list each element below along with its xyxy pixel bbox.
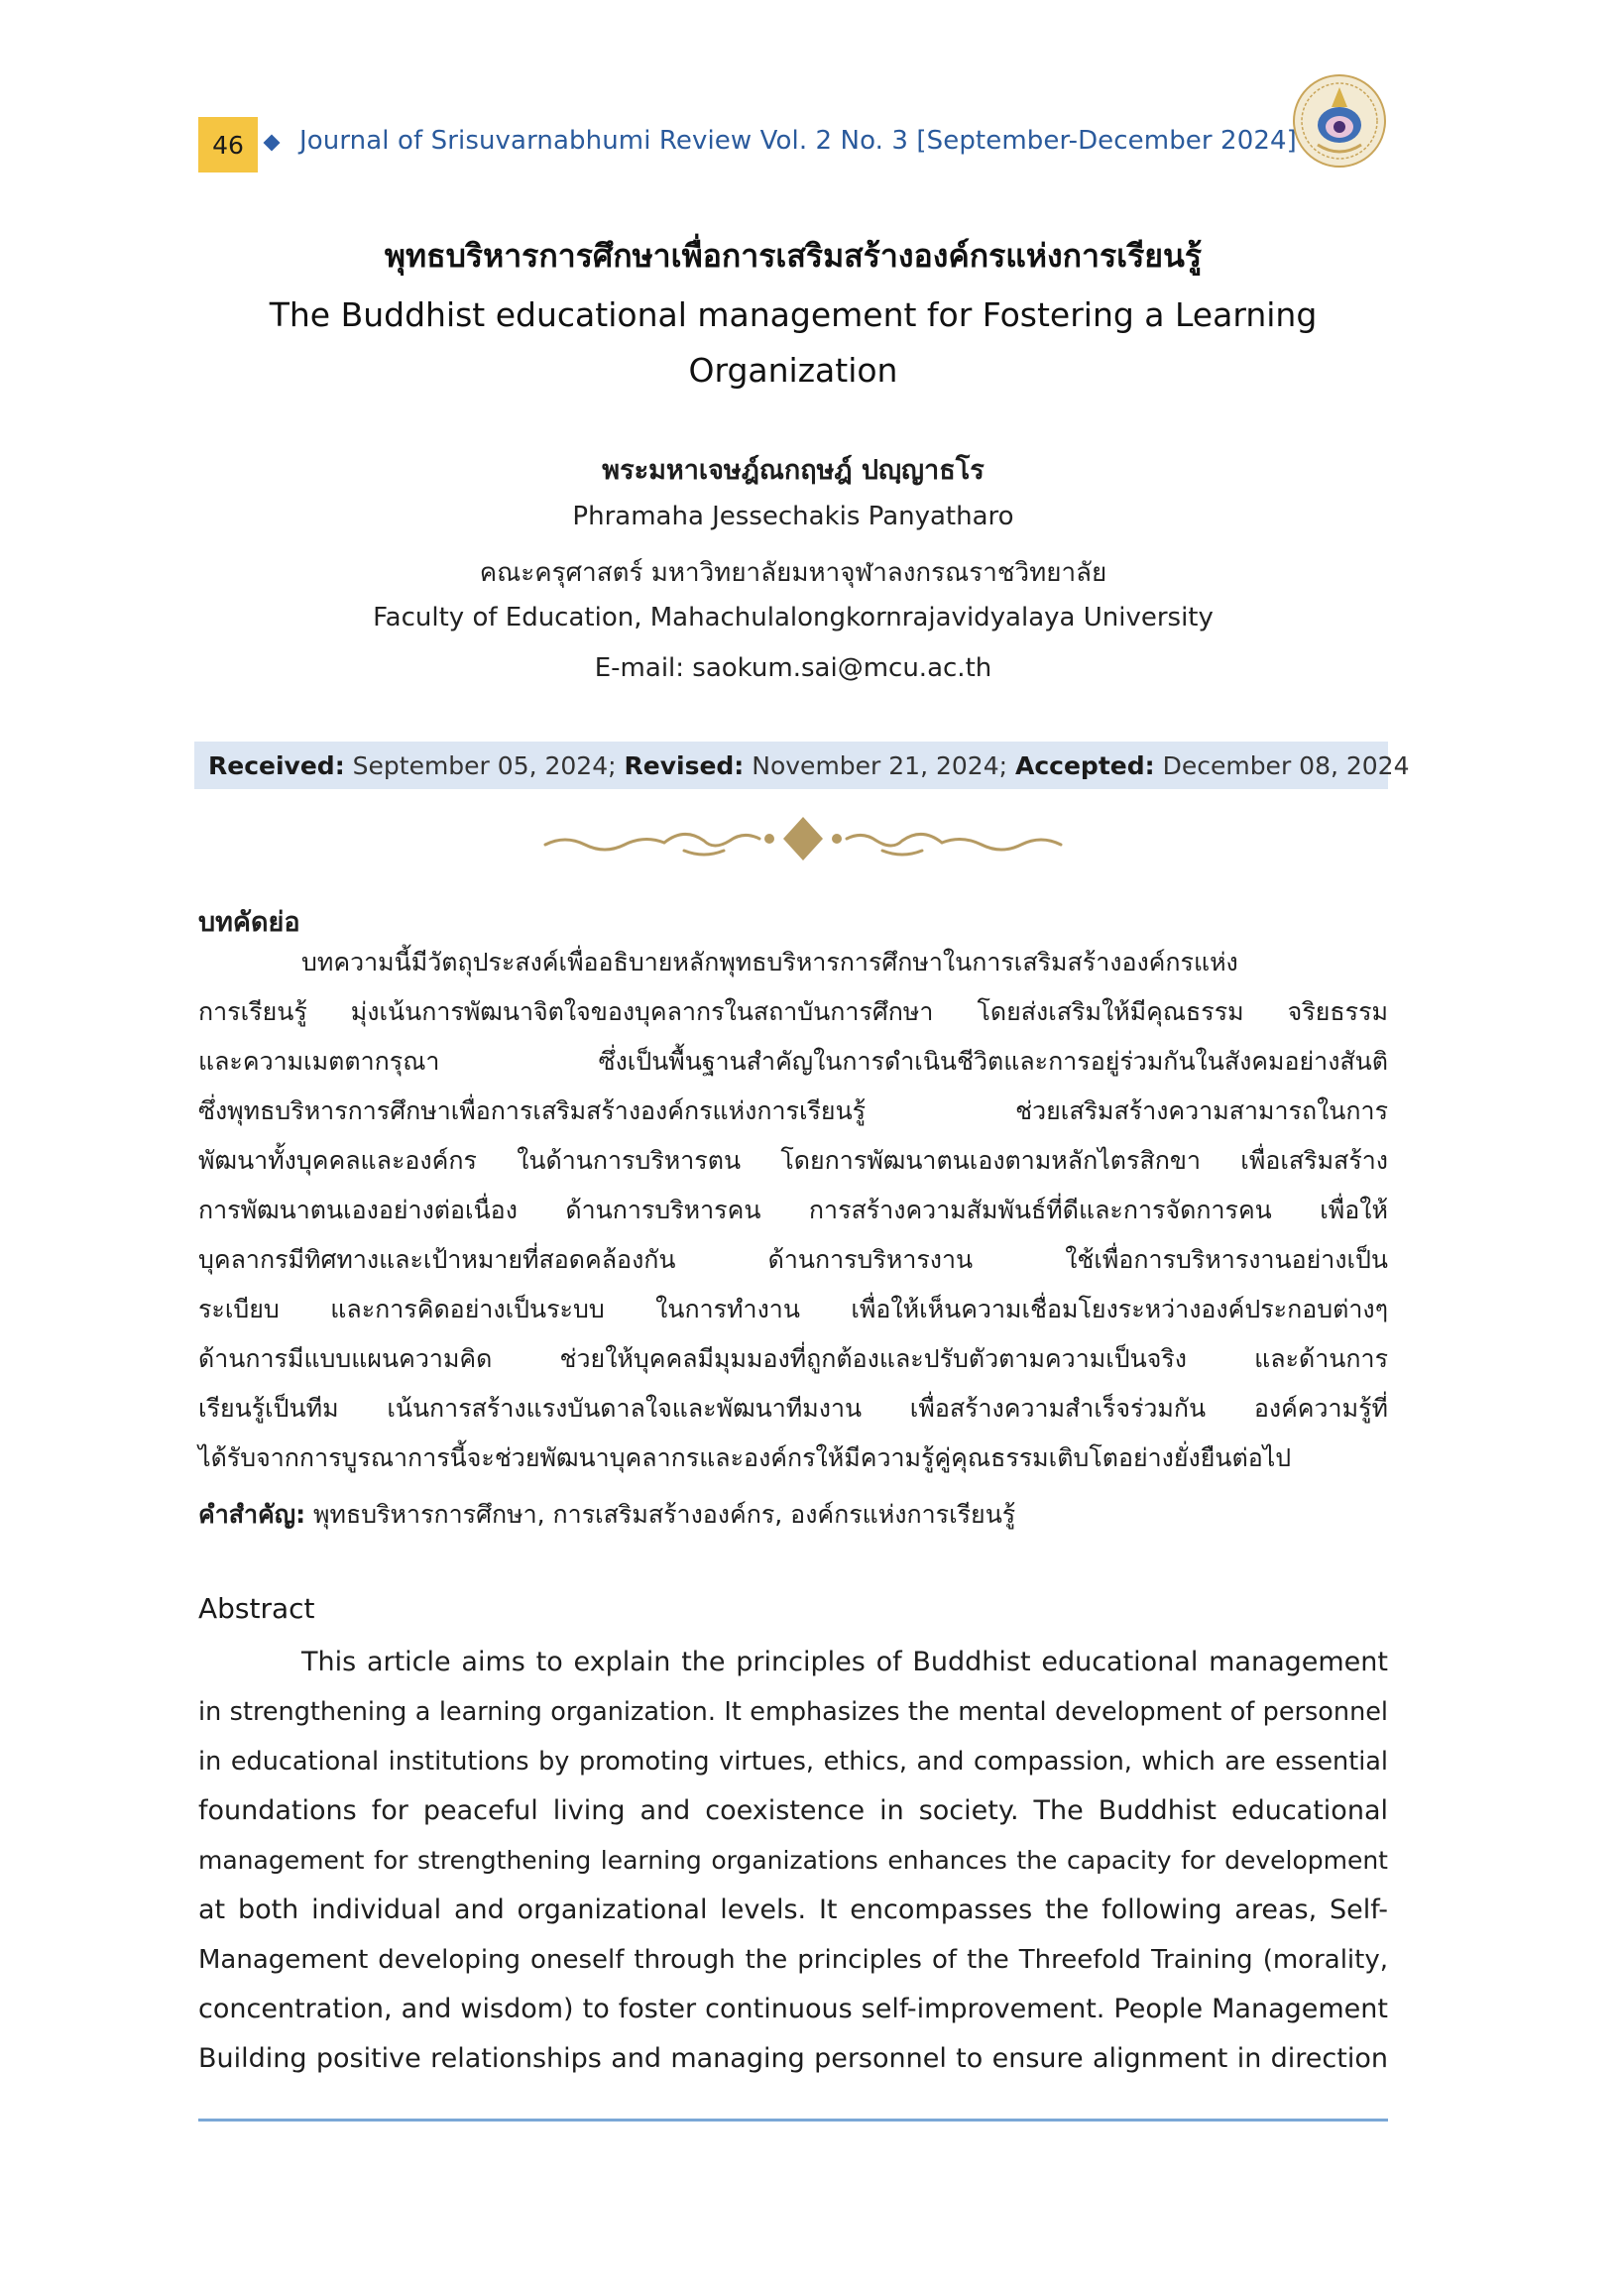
revised-date: November 21, 2024; [752, 750, 1008, 780]
abstract-english-heading: Abstract [198, 1592, 315, 1625]
received-label: Received: [208, 750, 345, 780]
submission-dates [194, 742, 1410, 789]
paragraph-line: Management developing oneself through the principles of the Threefold Training (morality, [198, 1945, 1388, 1975]
author-name-thai: พระมหาเจษฎ์ณกฤษฎ์ ปญฺญาธโร [602, 455, 985, 486]
paragraph-line: concentration, and wisdom) to foster continuous self-improvement. People Management [198, 1994, 1388, 2024]
abstract-english-body [198, 1638, 1388, 2084]
title-english [198, 287, 1388, 399]
accepted-label: Accepted: [1014, 750, 1155, 780]
paragraph-line: management for strengthening learning organizations enhances the capacity for development [198, 1846, 1388, 1875]
paragraph-line: การเรียนรู้ มุ่งเน้นการพัฒนาจิตใจของบุคลากรในสถาบันการศึกษา โดยส่งเสริมให้มีคุณธรรม จริยธรรม [198, 997, 1388, 1026]
paragraph-line: การพัฒนาตนเองอย่างต่อเนื่อง ด้านการบริหารคน การสร้างความสัมพันธ์ที่ดีและการจัดการคน เพื่อให้ [198, 1196, 1388, 1224]
journal-header: Journal of Srisuvarnabhumi Review Vol. 2 No. 3 [September-December 2024] [299, 126, 1297, 156]
keywords-label: คำสำคัญ: [198, 1500, 306, 1529]
author-email: E-mail: saokum.sai@mcu.ac.th [594, 653, 992, 683]
abstract-thai-body [198, 938, 1388, 1483]
keywords-list: พุทธบริหารการศึกษา, การเสริมสร้างองค์กร, องค์กรแห่งการเรียนรู้ [313, 1500, 1016, 1529]
paragraph-line: ซึ่งพุทธบริหารการศึกษาเพื่อการเสริมสร้างองค์กรแห่งการเรียนรู้ ช่วยเสริมสร้างความสามารถในการ [198, 1096, 1388, 1125]
faculty-thai: คณะครุศาสตร์ มหาวิทยาลัยมหาจุฬาลงกรณราชวิทยาลัย [479, 558, 1107, 588]
paragraph-line: in educational institutions by promoting virtues, ethics, and compassion, which are essential [198, 1747, 1388, 1777]
faculty-english: Faculty of Education, Mahachulalongkornrajavidyalaya University [373, 603, 1214, 632]
paragraph-line: ด้านการมีแบบแผนความคิด ช่วยให้บุคคลมีมุมมองที่ถูกต้องและปรับตัวตามความเป็นจริง และด้านการ [198, 1344, 1388, 1373]
accepted-date: December 08, 2024 [1162, 750, 1410, 780]
paragraph-line: และความเมตตากรุณา ซึ่งเป็นพื้นฐานสำคัญในการดำเนินชีวิตและการอยู่ร่วมกันในสังคมอย่างสันติ [198, 1047, 1388, 1076]
footer-divider [198, 2119, 1388, 2122]
ornament-divider-icon [535, 811, 1071, 866]
title-english-line-2: Organization [688, 351, 898, 390]
paragraph-line: Building positive relationships and managing personnel to ensure alignment in direction [198, 2043, 1388, 2074]
author-name-english: Phramaha Jessechakis Panyatharo [572, 502, 1014, 531]
received-date: September 05, 2024; [352, 750, 617, 780]
paragraph-line: ระเบียบ และการคิดอย่างเป็นระบบ ในการทำงาน เพื่อให้เห็นความเชื่อมโยงระหว่างองค์ประกอบต่างๆ [198, 1295, 1388, 1323]
paragraph-line: เรียนรู้เป็นทีม เน้นการสร้างแรงบันดาลใจและพัฒนาทีมงาน เพื่อสร้างความสำเร็จร่วมกัน องค์ความรู้ที่ [198, 1394, 1388, 1423]
revised-label: Revised: [624, 750, 745, 780]
paragraph-line: foundations for peaceful living and coexistence in society. The Buddhist educational [198, 1795, 1388, 1826]
journal-seal-icon [1292, 73, 1387, 169]
keywords-thai [198, 1495, 1015, 1535]
abstract-thai-heading: บทคัดย่อ [198, 907, 300, 938]
paragraph-line: พัฒนาทั้งบุคคลและองค์กร ในด้านการบริหารตน โดยการพัฒนาตนเองตามหลักไตรสิกขา เพื่อเสริมสร้าง [198, 1146, 1388, 1175]
paragraph-line: บุคลากรมีทิศทางและเป้าหมายที่สอดคล้องกัน ด้านการบริหารงาน ใช้เพื่อการบริหารงานอย่างเป็น [198, 1245, 1388, 1274]
paragraph-line: in strengthening a learning organization. It emphasizes the mental development of personnel [198, 1697, 1388, 1727]
page-number: 46 [198, 117, 258, 172]
paragraph-line: at both individual and organizational levels. It encompasses the following areas, Self- [198, 1894, 1388, 1925]
diamond-bullet-icon [264, 135, 281, 152]
paragraph-line: บทความนี้มีวัตถุประสงค์เพื่ออธิบายหลักพุทธบริหารการศึกษาในการเสริมสร้างองค์กรแห่ง [301, 948, 1238, 976]
title-thai: พุทธบริหารการศึกษาเพื่อการเสริมสร้างองค์กรแห่งการเรียนรู้ [384, 237, 1203, 275]
title-english-line-1: The Buddhist educational management for Fostering a Learning [269, 295, 1318, 334]
paragraph-line: This article aims to explain the principles of Buddhist educational management [301, 1647, 1388, 1677]
paragraph-line: ได้รับจากการบูรณาการนี้จะช่วยพัฒนาบุคลากรและองค์กรให้มีความรู้คู่คุณธรรมเติบโตอย่างยั่งยืนต่อไป [198, 1443, 1292, 1472]
